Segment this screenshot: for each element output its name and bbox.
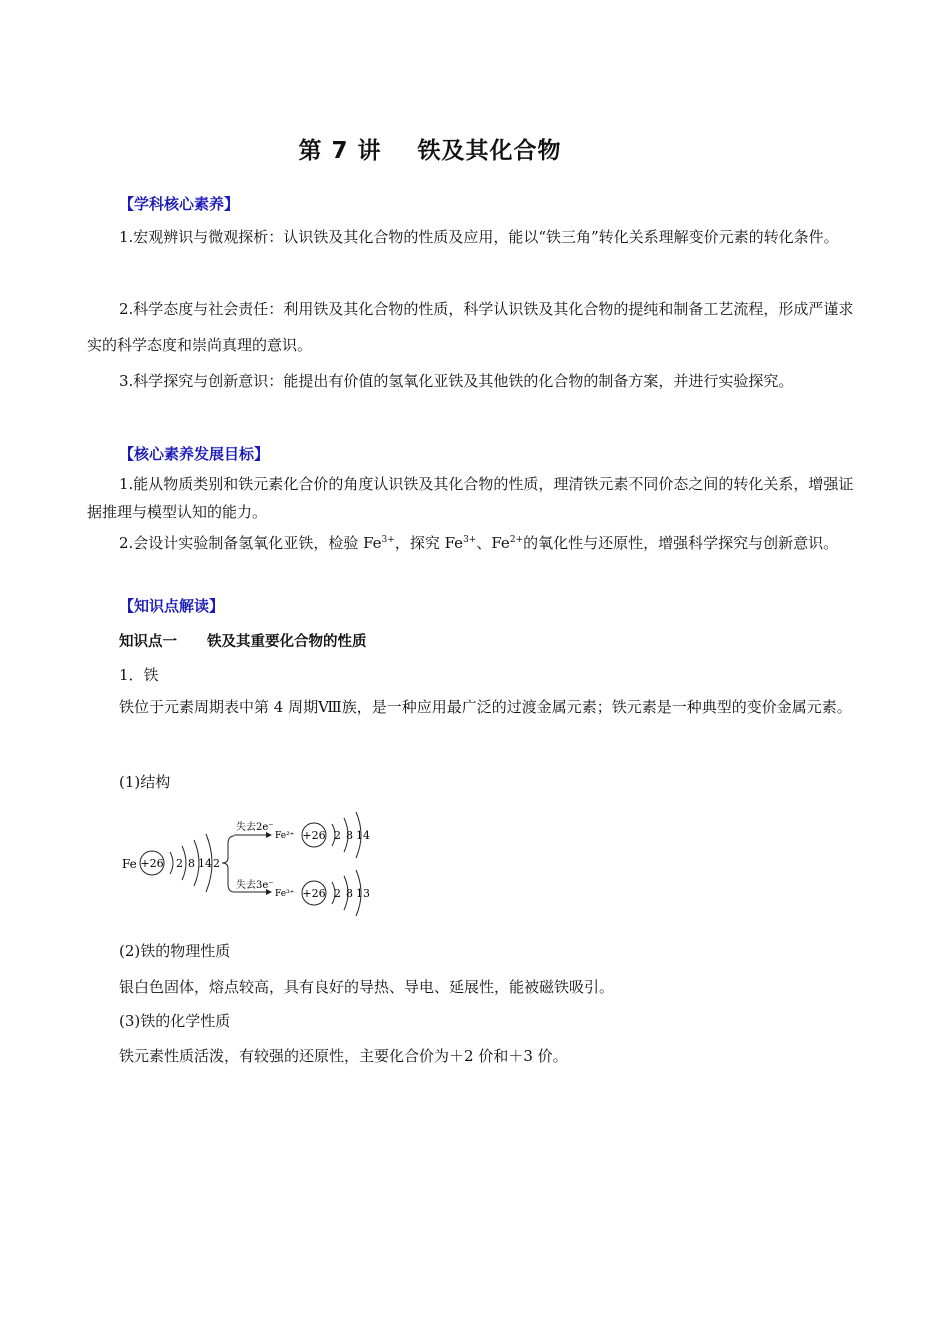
knowledge-point-heading: 知识点一 铁及其重要化合物的性质 — [119, 634, 367, 650]
diagram-fe-shell-3: 14 — [198, 857, 212, 870]
goal-item-2: 2.会设计实验制备氢氧化亚铁，检验 $Fe^{3+}$，探究 $Fe^{3+}$、$Fe^{2+}$的氧化性与还原性，增强科学探究与创新意识。 — [119, 534, 839, 552]
svg-text:8: 8 — [346, 887, 353, 900]
svg-text:2: 2 — [334, 887, 341, 900]
electron-configuration-diagram — [118, 810, 388, 925]
lecture-number: 第 7 讲 — [298, 138, 382, 164]
svg-text:2: 2 — [334, 829, 341, 842]
diagram-fe2-ion: Fe²⁺ — [275, 831, 295, 841]
svg-text:+26: +26 — [302, 887, 326, 900]
lecture-topic: 铁及其化合物 — [417, 138, 562, 164]
diagram-fe-shell-2: 8 — [188, 857, 195, 870]
structure-label: (1)结构 — [119, 773, 171, 791]
svg-text:8: 8 — [346, 829, 353, 842]
literacy-item-3: 3.科学探究与创新意识：能提出有价值的氢氧化亚铁及其他铁的化合物的制备方案，并进行实验探究。 — [119, 372, 794, 390]
physical-properties-text: 银白色固体，熔点较高，具有良好的导热、导电、延展性，能被磁铁吸引。 — [119, 978, 615, 996]
diagram-fe-shell-4: 2 — [213, 857, 220, 870]
svg-text:14: 14 — [356, 829, 370, 842]
diagram-fe3-ion: Fe³⁺ — [275, 889, 295, 899]
section-header-knowledge: 【知识点解读】 — [119, 597, 225, 615]
chemical-properties-text: 铁元素性质活泼，有较强的还原性，主要化合价为＋2 价和＋3 价。 — [119, 1047, 568, 1065]
diagram-lower-arrow-label: 失去3e⁻ — [236, 880, 274, 891]
chemical-properties-label: (3)铁的化学性质 — [119, 1012, 231, 1030]
iron-intro: 铁位于元素周期表中第 4 周期Ⅷ族，是一种应用最广泛的过渡金属元素；铁元素是一种典型的变价金属元素。 — [119, 698, 852, 716]
diagram-upper-arrow-label: 失去2e⁻ — [236, 822, 274, 833]
diagram-fe-shell-1: 2 — [176, 857, 183, 870]
literacy-item-2: 2.科学态度与社会责任：利用铁及其化合物的性质，科学认识铁及其化合物的提纯和制备工艺流程，形成严谨求实的科学态度和崇尚真理的意识。 — [87, 300, 854, 354]
page-title — [0, 132, 860, 165]
physical-properties-label: (2)铁的物理性质 — [119, 942, 231, 960]
diagram-fe-symbol: Fe — [122, 857, 137, 871]
literacy-item-1: 1.宏观辨识与微观探析：认识铁及其化合物的性质及应用，能以“铁三角”转化关系理解变价元素的转化条件。 — [119, 228, 839, 246]
svg-text:+26: +26 — [302, 829, 326, 842]
section-header-development-goals: 【核心素养发展目标】 — [119, 445, 270, 463]
subheading-iron: 1．铁 — [119, 666, 159, 684]
diagram-fe-nucleus-charge: +26 — [140, 857, 164, 870]
svg-text:13: 13 — [356, 887, 370, 900]
section-header-core-literacy: 【学科核心素养】 — [119, 195, 240, 213]
goal-item-1: 1.能从物质类别和铁元素化合价的角度认识铁及其化合物的性质，理清铁元素不同价态之间的转化关系，增强证据推理与模型认知的能力。 — [87, 475, 854, 521]
